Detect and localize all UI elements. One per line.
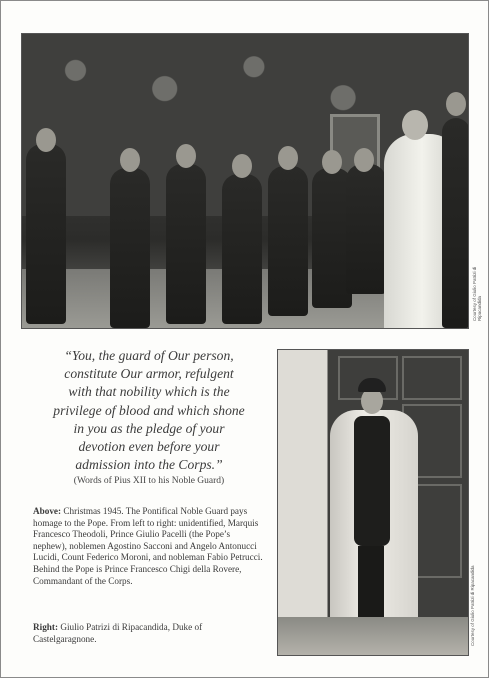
- guard-head: [176, 144, 196, 168]
- quote-line: admission into the Corps.”: [75, 457, 223, 473]
- photo-ground: [278, 617, 468, 655]
- guard-figure: [442, 118, 469, 328]
- quote-line: constitute Our armor, refulgent: [64, 366, 234, 382]
- guard-figure: [110, 168, 150, 328]
- guard-head: [120, 148, 140, 172]
- noble-guard-homage-photo: [21, 33, 469, 329]
- duke-portrait-photo: [277, 349, 469, 656]
- caption-above: [33, 506, 265, 587]
- guard-head: [278, 146, 298, 170]
- door-panel: [402, 356, 462, 400]
- guard-head: [322, 150, 342, 174]
- quote-line: devotion even before your: [78, 439, 220, 455]
- guard-figure: [268, 166, 308, 316]
- pope-head: [402, 110, 428, 140]
- guard-figure: [166, 164, 206, 324]
- pius-xii-quote: [29, 347, 269, 474]
- guard-head: [36, 128, 56, 152]
- guard-figure: [26, 144, 66, 324]
- top-photo-credit: Courtesy of Giulio Patrizi di Ripacandida: [472, 266, 482, 321]
- guard-head: [446, 92, 466, 116]
- quote-line: with that nobility which is the: [68, 384, 230, 400]
- quote-line: “You, the guard of Our person,: [64, 348, 234, 363]
- guard-head: [354, 148, 374, 172]
- guard-figure: [222, 174, 262, 324]
- caption-right: [33, 622, 265, 645]
- quote-line: privilege of blood and which shone: [53, 402, 245, 418]
- caption-right-label: Right:: [33, 622, 59, 632]
- guard-figure: [346, 164, 386, 294]
- caption-above-text: Christmas 1945. The Pontifical Noble Guard pays homage to the Pope. From left to right: unidentified, Marquis Francesco Theodoli, Prince Giulio Pacelli (the Pope’s nephew), noblemen Agostino Sacconi and Angelo Antonucci Lucidi, Count Federico Moroni, and nobleman Fabio Petrucci. Behind the Pope is Prince Francesco Chigi della Rovere, Commandant of the Corps.: [33, 506, 263, 586]
- guard-helmet: [358, 378, 386, 392]
- caption-right-text: Giulio Patrizi di Ripacandida, Duke of Castelgaragnone.: [33, 622, 203, 644]
- guard-head: [232, 154, 252, 178]
- quote-attribution: (Words of Pius XII to his Noble Guard): [73, 476, 225, 486]
- quote-line: in you as the pledge of your: [73, 420, 225, 436]
- guard-tunic: [354, 416, 390, 546]
- caption-above-label: Above:: [33, 506, 62, 516]
- right-photo-credit: Courtesy of Giulio Patrizi di Ripacandida: [470, 565, 475, 646]
